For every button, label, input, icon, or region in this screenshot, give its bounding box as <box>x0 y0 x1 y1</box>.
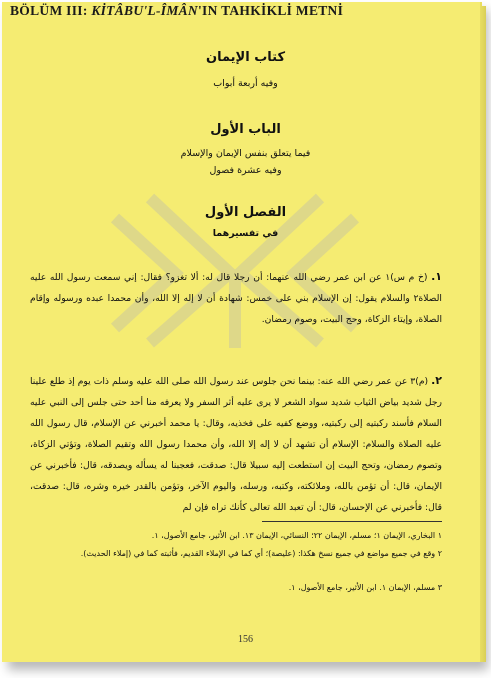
page-edge <box>480 6 486 662</box>
hadith-paragraph-2 <box>30 370 442 518</box>
section-title: الفصل الأول <box>204 205 287 220</box>
footnote-3: ٣ مسلم، الإيمان ١. ابن الأثير، جامع الأصول، ١. <box>288 583 442 592</box>
header-prefix: BÖLÜM III: <box>10 3 92 18</box>
chapter-title: الباب الأول <box>210 122 281 137</box>
paragraph-text: (م)٣ عن عمر رضي الله عنه: بينما نحن جلوس عند رسول الله صلى الله عليه وسلم ذات يوم إذ طلع علينا رجل شديد بياض الثياب شديد سواد الشعر لا يرى عليه أثر السفر ولا يعرفه منا أحد حتى جلس إلى النبي عليه السلام فأسند ركبتيه إلى ركبتيه، ووضع كفيه على فخذيه، وقال: يا محمد أخبرني عن الإسلام، قال رسول الله عليه الصلاة والسلام: الإسلام أن تشهد أن لا إله إلا الله، وأن محمدا رسول الله وتقيم الصلاة، وتؤتي الزكاة، وتصوم رمضان، وتحج البيت إن استطعت إليه سبيلا قال: صدقت، فعجبنا له يسأله ويصدقه، قال: فأخبرني عن الإيمان، قال: أن تؤمن بالله، وملائكته، وكتبه، ورسله، واليوم الآخر، وتؤمن بالقدر خيره وشره، قال: صدقت، قال: فأخبرني عن الإحسان، قال: أن تعبد الله تعالى كأنك تراه فإن لم <box>30 376 442 513</box>
chapter-subtitle-count: وفيه عشرة فصول <box>209 165 282 176</box>
header-italic-title: KİTÂBU'L-ÎMÂN <box>91 3 198 18</box>
footnote-1: ١ البخاري، الإيمان ١؛ مسلم، الإيمان ٢٢؛ النسائي، الإيمان ١٣. ابن الأثير، جامع الأصول، ١. <box>151 531 442 540</box>
paragraph-number: ٢. <box>431 374 442 387</box>
section-subtitle: في تفسيرهما <box>212 228 279 239</box>
chapter-subtitle: فيما يتعلق بنفس الإيمان والإسلام <box>180 148 311 159</box>
hadith-paragraph-1 <box>30 266 442 330</box>
footnote-separator <box>262 521 442 522</box>
header-suffix: 'IN TAHKİKLİ METNİ <box>197 3 344 18</box>
chapter-header <box>10 3 343 19</box>
paragraph-number: ١. <box>431 270 442 283</box>
book-title: كتاب الإيمان <box>205 50 286 65</box>
book-subtitle: وفيه أربعة أبواب <box>213 78 278 89</box>
footnote-2: ٢ وقع في جميع مواضع في جميع نسخ هكذا: (عليصة)؛ أي كما في الإملاء القديم، فأثبته كما في (إملاء الحديث). <box>80 549 442 558</box>
paragraph-text: (خ م س)١ عن ابن عمر رضي الله عنهما: أن رجلا قال له: ألا تغزو؟ فقال: إني سمعت رسول الله عليه الصلاة٢ والسلام يقول: إن الإسلام بني على خمس: شهادة أن لا إله إلا الله، وأن محمدا عبده ورسوله وإقام الصلاة، وإيتاء الزكاة، وحج البيت، وصوم رمضان. <box>30 272 442 325</box>
page-number: 156 <box>238 634 253 645</box>
